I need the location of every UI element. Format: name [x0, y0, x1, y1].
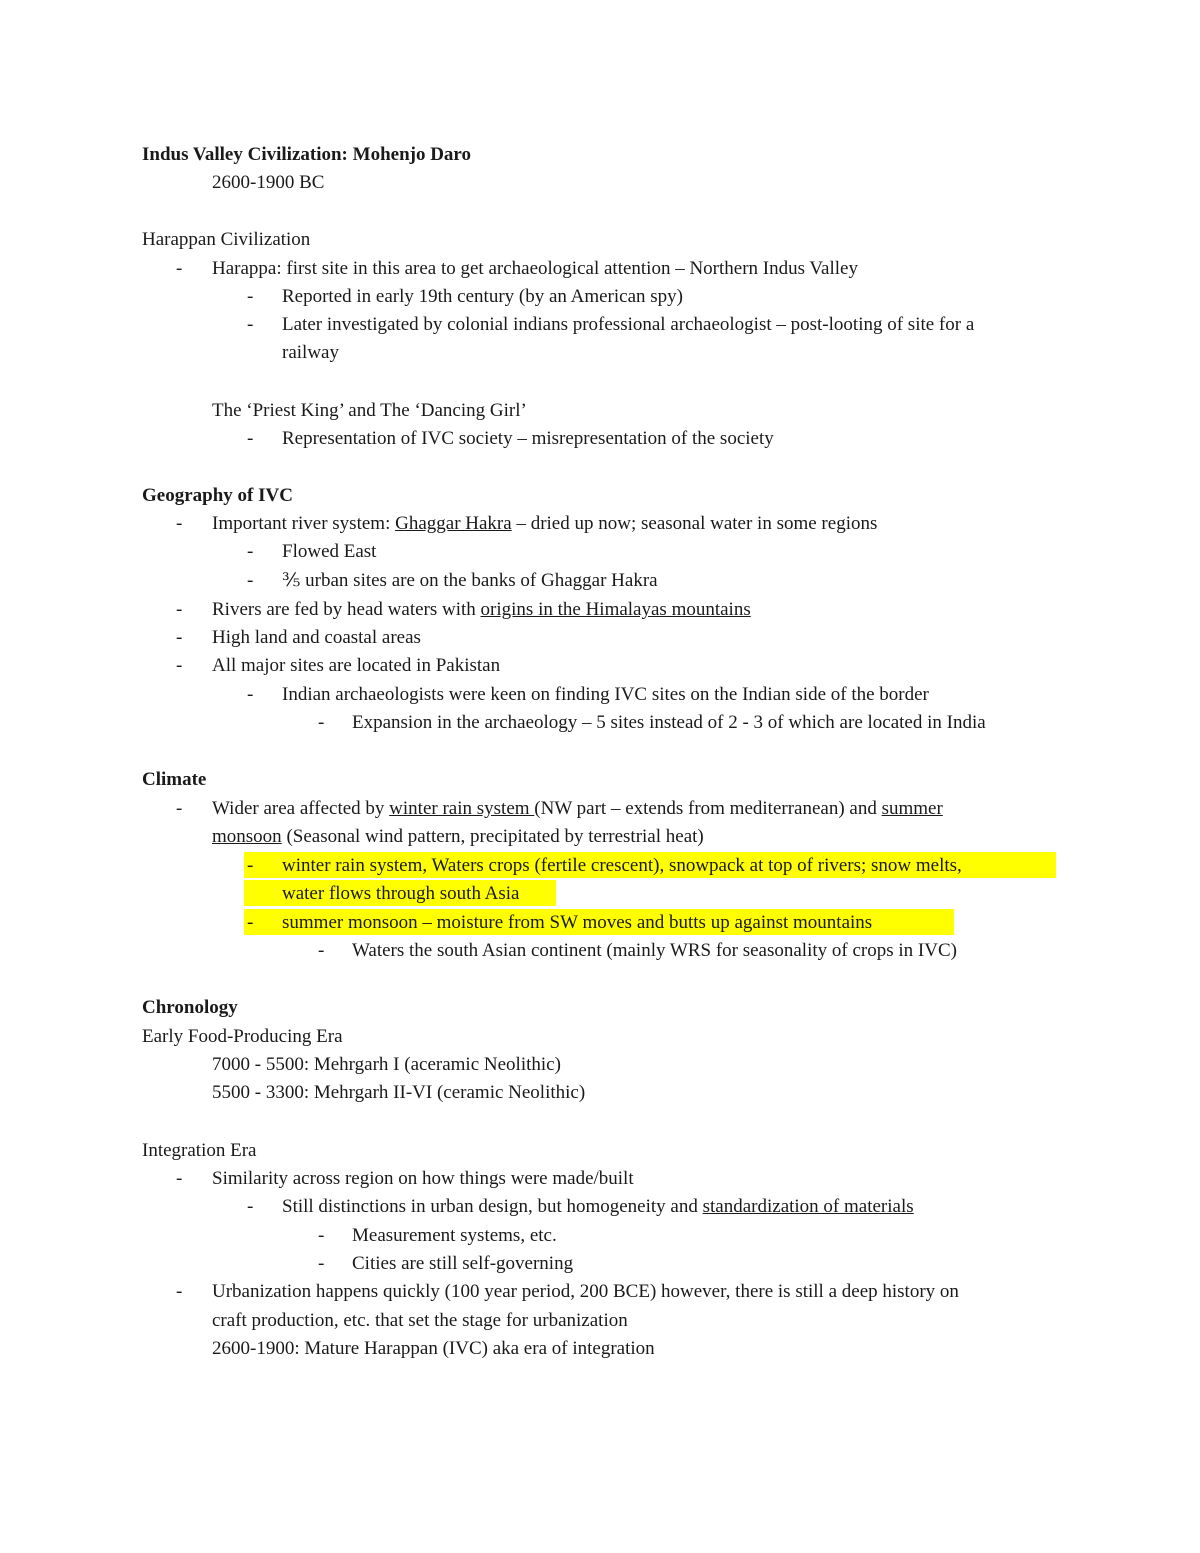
geography-heading: Geography of IVC [142, 485, 293, 506]
underlined-term: origins in the Himalayas mountains [480, 599, 751, 620]
page-title: Indus Valley Civilization: Mohenjo Daro [142, 144, 472, 165]
chronology-heading: Chronology [142, 997, 238, 1018]
bullet: - [176, 798, 183, 819]
bullet: - [247, 855, 254, 876]
bullet: - [247, 684, 254, 705]
bullet: - [247, 286, 254, 307]
list-item: Measurement systems, etc. [352, 1225, 557, 1246]
list-item: Similarity across region on how things were made/built [212, 1168, 634, 1189]
harappan-heading: Harappan Civilization [142, 229, 311, 250]
underlined-term: standardization of materials [702, 1196, 914, 1217]
list-item [212, 596, 751, 624]
bullet: - [318, 712, 325, 733]
text-run: Wider area affected by [212, 798, 390, 819]
text-run: Important river system: [212, 513, 396, 534]
list-item: Flowed East [282, 541, 377, 562]
list-item [282, 1193, 914, 1221]
underlined-term: summer [881, 798, 943, 819]
list-item-continuation: 2600-1900: Mature Harappan (IVC) aka era of integration [212, 1338, 655, 1359]
text-run: Still distinctions in urban design, but homogeneity and [282, 1196, 703, 1217]
bullet: - [176, 1281, 183, 1302]
list-item: Cities are still self-governing [352, 1253, 574, 1274]
list-item: Expansion in the archaeology – 5 sites instead of 2 - 3 of which are located in India [352, 712, 986, 733]
climate-heading: Climate [142, 769, 207, 790]
bullet: - [318, 940, 325, 961]
bullet: - [247, 570, 254, 591]
bullet: - [318, 1253, 325, 1274]
list-item: Later investigated by colonial indians professional archaeologist – post-looting of site for a [282, 314, 975, 335]
underlined-term: winter rain system [389, 798, 535, 819]
underlined-term: monsoon [212, 826, 282, 847]
integration-era-heading: Integration Era [142, 1140, 257, 1161]
text-run: (Seasonal wind pattern, precipitated by terrestrial heat) [281, 826, 704, 847]
bullet: - [247, 314, 254, 335]
bullet: - [176, 655, 183, 676]
highlighted-item: winter rain system, Waters crops (fertile crescent), snowpack at top of rivers; snow melts, [282, 855, 962, 876]
list-item: Urbanization happens quickly (100 year period, 200 BCE) however, there is still a deep history on [212, 1281, 959, 1302]
bullet: - [176, 258, 183, 279]
bullet: - [176, 627, 183, 648]
underlined-term: Ghaggar Hakra [395, 513, 512, 534]
bullet: - [247, 1196, 254, 1217]
list-item-continuation: craft production, etc. that set the stage for urbanization [212, 1310, 628, 1331]
text-run: – dried up now; seasonal water in some regions [511, 513, 878, 534]
list-item-continuation: railway [282, 342, 339, 363]
era-entry: 5500 - 3300: Mehrgarh II-VI (ceramic Neolithic) [212, 1082, 586, 1103]
list-item: Harappa: first site in this area to get archaeological attention – Northern Indus Valley [212, 258, 858, 279]
list-item: ⅗ urban sites are on the banks of Ghaggar Hakra [282, 570, 658, 591]
list-item: Reported in early 19th century (by an American spy) [282, 286, 683, 307]
bullet: - [247, 428, 254, 449]
highlighted-item: summer monsoon – moisture from SW moves and butts up against mountains [282, 912, 873, 933]
list-item: High land and coastal areas [212, 627, 421, 648]
era-entry: 7000 - 5500: Mehrgarh I (aceramic Neolithic) [212, 1054, 561, 1075]
highlighted-item-continuation: water flows through south Asia [282, 883, 520, 904]
date-range: 2600-1900 BC [212, 172, 325, 193]
early-era-heading: Early Food-Producing Era [142, 1026, 343, 1047]
list-item: All major sites are located in Pakistan [212, 655, 501, 676]
list-item-continuation [212, 823, 704, 851]
bullet: - [247, 541, 254, 562]
list-item: Indian archaeologists were keen on finding IVC sites on the Indian side of the border [282, 684, 929, 705]
list-item: Representation of IVC society – misrepresentation of the society [282, 428, 774, 449]
bullet: - [176, 513, 183, 534]
bullet: - [176, 599, 183, 620]
priest-king-heading: The ‘Priest King’ and The ‘Dancing Girl’ [212, 400, 527, 421]
list-item: Waters the south Asian continent (mainly WRS for seasonality of crops in IVC) [352, 940, 957, 961]
text-run: (NW part – extends from mediterranean) and [534, 798, 882, 819]
list-item [212, 510, 877, 538]
bullet: - [176, 1168, 183, 1189]
list-item [212, 795, 943, 823]
text-run: Rivers are fed by head waters with [212, 599, 481, 620]
bullet: - [318, 1225, 325, 1246]
bullet: - [247, 912, 254, 933]
